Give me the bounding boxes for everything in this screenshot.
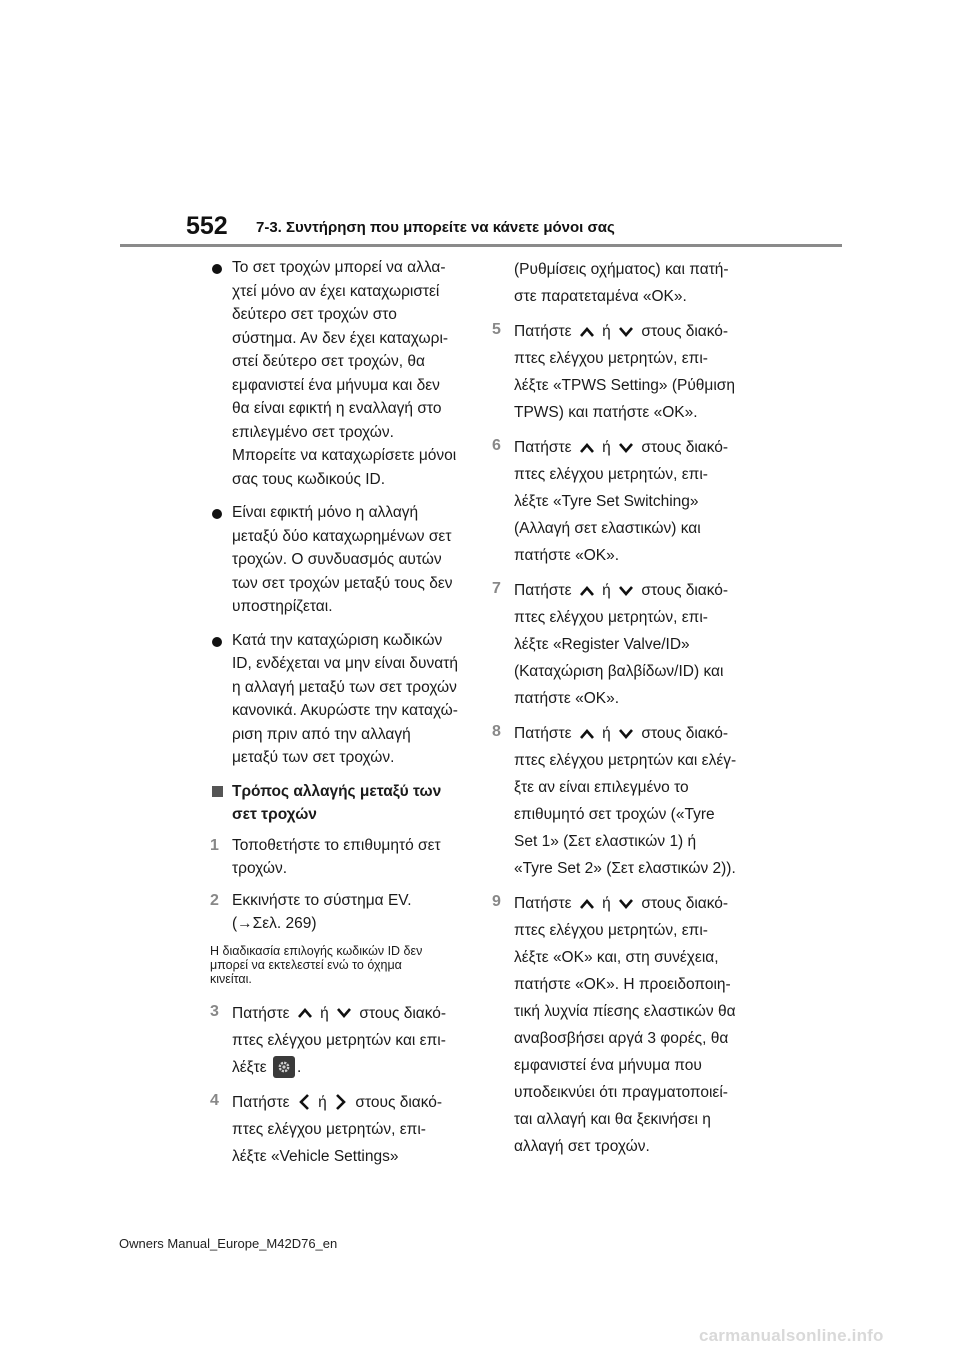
step-item <box>210 834 470 881</box>
chevron-up-icon <box>579 585 595 597</box>
step-item <box>492 720 754 882</box>
chevron-up-icon <box>579 442 595 454</box>
chevron-up-icon <box>579 898 595 910</box>
step-item <box>492 890 754 1160</box>
page-header <box>0 0 960 250</box>
section-title: 7-3. Συντήρηση που μπορείτε να κάνετε μόνοι σας <box>256 219 615 236</box>
footer-text: Owners Manual_Europe_M42D76_en <box>119 1236 338 1251</box>
chevron-left-icon <box>297 1093 311 1111</box>
step-number: 5 <box>492 321 501 338</box>
step-item <box>492 434 754 569</box>
step-number: 7 <box>492 580 501 597</box>
chevron-down-icon <box>618 326 634 338</box>
note-text: Η διαδικασία επιλογής κωδικών ID δεν μπορεί να εκτελεστεί ενώ το όχημα κινείται. <box>210 943 423 986</box>
step-number: 8 <box>492 723 501 740</box>
step-number: 2 <box>210 891 219 909</box>
chevron-up-icon <box>579 326 595 338</box>
step-text: Τοποθετήστε το επιθυμητό σετ τροχών. <box>232 836 441 877</box>
bullet-dot-icon <box>212 264 222 274</box>
bullet-dot-icon <box>212 509 222 519</box>
step-number: 3 <box>210 1002 219 1020</box>
step-item <box>492 577 754 712</box>
step-item <box>210 1000 470 1081</box>
subheading: Τρόπος αλλαγής μεταξύ των σετ τροχών <box>210 780 470 826</box>
step-number: 4 <box>210 1091 219 1109</box>
step-number: 1 <box>210 836 219 854</box>
square-bullet-icon <box>212 786 223 797</box>
step-item <box>210 889 470 936</box>
right-column <box>492 256 754 1168</box>
header-rule <box>120 244 842 247</box>
step-text: Πατήστε ή στους διακό- πτες ελέγχου μετρητών, επι- λέξτε «TPWS Setting» (Ρύθμιση TPWS) και πατήστε «OK». <box>514 323 735 421</box>
step-number: 6 <box>492 437 501 454</box>
page-number: 552 <box>186 212 228 240</box>
bullet-text: Το σετ τροχών μπορεί να αλλα- χτεί μόνο αν έχει καταχωριστεί δεύτερο σετ τροχών στο σύστημα. Αν δεν έχει καταχωρι- στεί δεύτερο σετ τροχών, θα εμφανιστεί ένα μήνυμα και δεν θα είναι εφικτή η εναλλαγή στο επιλεγμένο σετ τροχών. Μπορείτε να καταχωρίσετε μόνοι σας τους κωδικούς ID. <box>232 259 457 488</box>
chevron-down-icon <box>618 728 634 740</box>
step-item <box>210 1089 470 1170</box>
chevron-up-icon <box>297 1007 313 1019</box>
step-item <box>492 318 754 426</box>
bullet-item <box>210 501 470 619</box>
left-column <box>210 256 470 1178</box>
gear-icon <box>273 1056 295 1078</box>
step-text: Πατήστε ή στους διακό- πτες ελέγχου μετρητών, επι- λέξτε «Register Valve/ID» (Καταχώριση βαλβίδων/ID) και πατήστε «OK». <box>514 582 729 707</box>
step-text: Πατήστε ή στους διακό- πτες ελέγχου μετρητών, επι- λέξτε «OK» και, στη συνέχεια, πατήστε «OK». Η προειδοποιη- τική λυχνία πίεσης ελαστικών θα αναβοσβήσει αργά 3 φορές, θα εμφανιστεί ένα μήνυμα που υποδεικνύει ότι πραγματοποιεί- ται αλλαγή και θα ξεκινήσει η αλλαγή σετ τροχών. <box>514 895 736 1155</box>
step-number: 9 <box>492 893 501 910</box>
bullet-item <box>210 629 470 770</box>
chevron-right-icon <box>334 1093 348 1111</box>
step-text: Πατήστε ή στους διακό- πτες ελέγχου μετρητών και ελέγ- ξτε αν είναι επιλεγμένο το επιθυμητό σετ τροχών («Tyre Set 1» (Σετ ελαστικών 1) ή «Tyre Set 2» (Σετ ελαστικών 2)). <box>514 725 737 877</box>
step-text: Πατήστε ή στους διακό- πτες ελέγχου μετρητών, επι- λέξτε «Vehicle Settings» <box>232 1093 443 1165</box>
bullet-text: Είναι εφικτή μόνο η αλλαγή μεταξύ δύο καταχωρημένων σετ τροχών. Ο συνδυασμός αυτών των σετ τροχών μεταξύ τους δεν υποστηρίζεται. <box>232 504 453 615</box>
bullet-text: Κατά την καταχώριση κωδικών ID, ενδέχεται να μην είναι δυνατή η αλλαγή μεταξύ των σετ τροχών κανονικά. Ακυρώστε την καταχώ- ριση πριν από την αλλαγή μεταξύ των σετ τροχών. <box>232 631 458 766</box>
chevron-down-icon <box>618 585 634 597</box>
step-text: Πατήστε ή στους διακό- πτες ελέγχου μετρητών και επι- λέξτε . <box>232 1000 470 1081</box>
chevron-down-icon <box>618 898 634 910</box>
chevron-down-icon <box>618 442 634 454</box>
continuation-text: (Ρυθμίσεις οχήματος) και πατή- στε παρατεταμένα «OK». <box>514 261 729 305</box>
bullet-item <box>210 256 470 491</box>
bullet-dot-icon <box>212 637 222 647</box>
step-text: Πατήστε ή στους διακό- πτες ελέγχου μετρητών, επι- λέξτε «Tyre Set Switching» (Αλλαγή σετ ελαστικών) και πατήστε «OK». <box>514 439 729 564</box>
chevron-up-icon <box>579 728 595 740</box>
step-text: Εκκινήστε το σύστημα EV. (→Σελ. 269) <box>232 891 412 932</box>
chevron-down-icon <box>336 1007 352 1019</box>
watermark: carmanualsonline.info <box>699 1326 884 1345</box>
